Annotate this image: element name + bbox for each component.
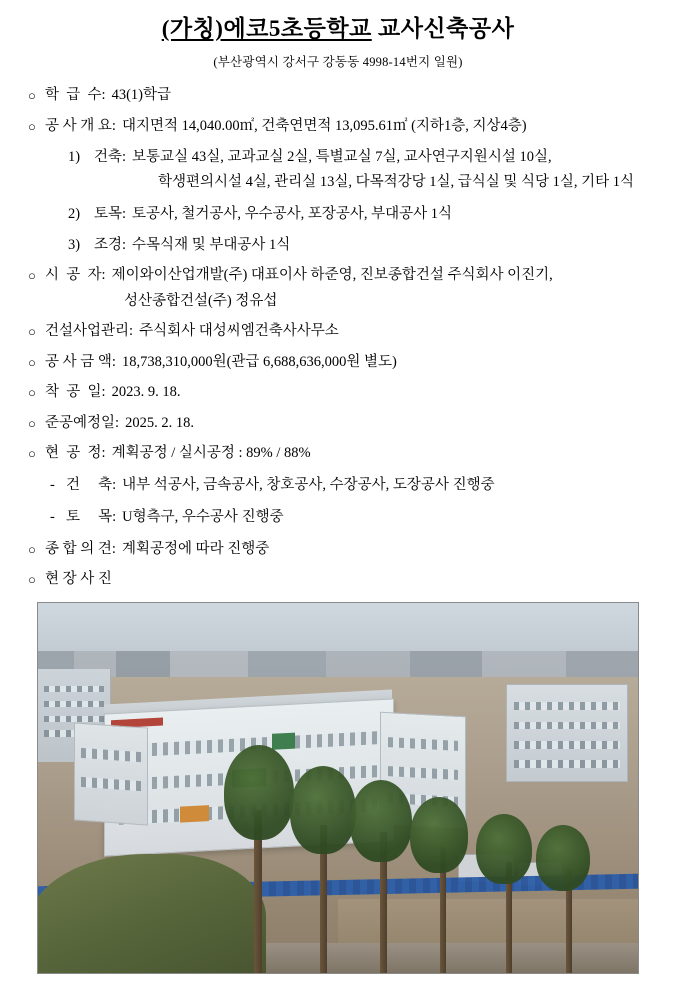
- bullet-icon: ○: [28, 268, 36, 284]
- bullet-icon: ○: [28, 446, 36, 462]
- info-row-site-photo: [28, 570, 648, 590]
- detail-label: 토 목:: [66, 509, 117, 526]
- info-label: 현 장 사 진: [45, 571, 112, 588]
- photo-window-band: [388, 737, 459, 751]
- info-value: 제이와이산업개발(주) 대표이사 하준영, 진보종합건설 주식회사 이진기,: [111, 267, 553, 284]
- info-row-project-overview: [28, 117, 648, 137]
- sub-number: 3): [68, 237, 81, 254]
- bullet-icon: ○: [28, 118, 36, 134]
- info-label: 종 합 의 견:: [45, 540, 116, 557]
- info-label: 학 급 수:: [45, 87, 106, 103]
- sub-label: 토목:: [94, 205, 127, 222]
- detail-value: U형측구, 우수공사 진행중: [122, 509, 284, 526]
- document-body: [28, 86, 648, 590]
- photo-right-building: [506, 684, 628, 782]
- sub-label: 조경:: [94, 237, 127, 254]
- bullet-icon: ○: [28, 572, 36, 588]
- photo-window-band: [44, 686, 104, 692]
- photo-accent-panel-green: [272, 733, 295, 750]
- photo-foreground-slope: [37, 854, 266, 973]
- dash-icon: -: [50, 476, 55, 493]
- info-row-class-count: [28, 86, 648, 106]
- sub-number: 1): [68, 149, 81, 166]
- detail-row-civil: [28, 507, 648, 527]
- photo-window-band: [81, 777, 141, 791]
- bullet-icon: ○: [28, 385, 36, 401]
- bullet-icon: ○: [28, 324, 36, 340]
- detail-row-architecture: [28, 475, 648, 495]
- sub-value: 토공사, 철거공사, 우수공사, 포장공사, 부대공사 1식: [132, 205, 453, 222]
- info-label: 현 공 정:: [45, 445, 106, 462]
- sub-label: 건축:: [94, 149, 127, 166]
- info-row-construction-management: [28, 322, 648, 342]
- sub-value: 보통교실 43실, 교과교실 2실, 특별교실 7실, 교사연구지원시설 10실,: [132, 149, 552, 166]
- bullet-icon: ○: [28, 541, 36, 557]
- info-row-contract-amount: [28, 353, 648, 373]
- site-photo: [37, 602, 639, 974]
- photo-window-band: [388, 766, 459, 780]
- sub-row-architecture: [28, 147, 648, 167]
- info-value: 43(1)학급: [111, 87, 171, 103]
- photo-window-band: [514, 760, 620, 768]
- info-row-contractor-cont: 성산종합건설(주) 정유섭: [124, 292, 278, 309]
- page-title-sub: 교사신축공사: [378, 16, 515, 41]
- info-label: 공 사 개 요:: [45, 117, 116, 134]
- title-block: [28, 10, 648, 44]
- page-title: [162, 10, 515, 44]
- sub-value: 수목식재 및 부대공사 1식: [132, 237, 291, 254]
- page-title-main: (가칭)에코5초등학교: [161, 16, 372, 41]
- sub-number: 2): [68, 205, 81, 222]
- sub-row-landscape: [28, 235, 648, 255]
- site-photo-wrap: [28, 602, 648, 974]
- info-value: 2023. 9. 18.: [111, 384, 181, 401]
- info-label: 건설사업관리:: [45, 323, 134, 340]
- info-label: 공 사 금 액:: [45, 353, 116, 370]
- bullet-icon: ○: [28, 88, 36, 103]
- info-label: 준공예정일:: [45, 414, 120, 431]
- info-label: 착 공 일:: [45, 384, 106, 401]
- photo-window-band: [514, 722, 620, 730]
- info-row-start-date: [28, 383, 648, 403]
- document-address: (부산광역시 강서구 강동동 4998-14번지 일원): [213, 55, 463, 69]
- photo-window-band: [514, 702, 620, 710]
- photo-window-band: [514, 741, 620, 749]
- document-page: [0, 10, 676, 997]
- info-value: 18,738,310,000원(관급 6,688,636,000원 별도): [121, 353, 397, 370]
- photo-window-band: [81, 748, 141, 762]
- photo-window-band: [44, 701, 104, 707]
- sub-row-civil: [28, 204, 648, 224]
- info-value: 2025. 2. 18.: [125, 414, 194, 431]
- photo-school-left-wing: [74, 722, 148, 825]
- bullet-icon: ○: [28, 415, 36, 431]
- info-value: 주식회사 대성씨엠건축사사무소: [139, 323, 339, 340]
- detail-label: 건 축:: [66, 476, 117, 493]
- dash-icon: -: [50, 509, 55, 526]
- detail-value: 내부 석공사, 금속공사, 창호공사, 수장공사, 도장공사 진행중: [122, 476, 495, 493]
- info-row-overall-opinion: [28, 540, 648, 560]
- info-value: 대지면적 14,040.00㎡, 건축연면적 13,095.61㎡ (지하1층, 지상4층): [121, 117, 527, 134]
- info-row-progress: [28, 444, 648, 464]
- bullet-icon: ○: [28, 354, 36, 370]
- photo-window-band: [44, 716, 104, 722]
- sub-row-architecture-cont: 학생편의시설 4실, 관리실 13실, 다목적강당 1실, 급식실 및 식당 1실, 기타 1식: [158, 174, 635, 191]
- info-label: 시 공 자:: [45, 267, 106, 284]
- info-row-contractor: [28, 266, 648, 286]
- info-row-completion-date: [28, 414, 648, 434]
- photo-accent-panel-orange: [180, 805, 209, 823]
- info-value: 계획공정 / 실시공정 : 89% / 88%: [111, 445, 311, 462]
- info-value: 계획공정에 따라 진행중: [121, 540, 270, 557]
